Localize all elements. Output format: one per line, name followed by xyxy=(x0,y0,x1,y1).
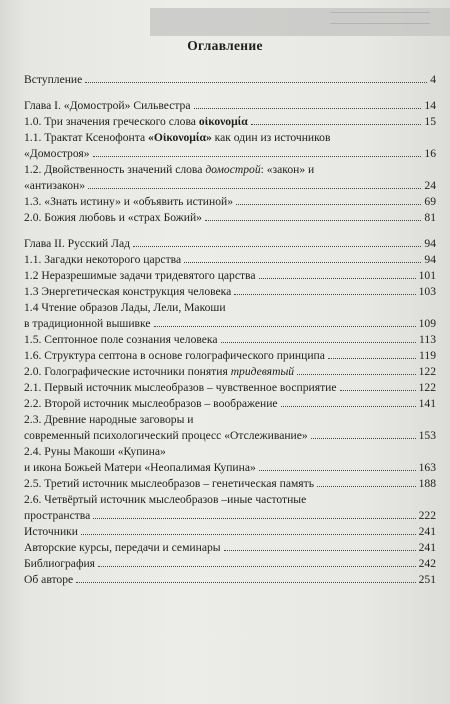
toc-entry: 1.1. Загадки некоторого царства 94 xyxy=(24,253,436,266)
toc-entry: 1.2 Неразрешимые задачи тридевятого царства 101 xyxy=(24,269,436,282)
toc-entry: Библиография 242 xyxy=(24,557,436,570)
page-title: Оглавление xyxy=(187,38,263,53)
toc-entry: 2.0. Голографические источники понятия тридевятый 122 xyxy=(24,365,436,378)
toc-entry: 2.0. Божия любовь и «страх Божий» 81 xyxy=(24,211,436,224)
toc-entry: Об авторе 251 xyxy=(24,573,436,586)
toc-entry: Глава II. Русский Лад 94 xyxy=(24,237,436,250)
toc-entry: 2.6. Четвёртый источник мыслеобразов –иные частотные пространства 222 xyxy=(24,493,436,522)
toc-entry: 2.5. Третий источник мыслеобразов – генетическая память 188 xyxy=(24,477,436,490)
bleed-through-band xyxy=(150,8,450,36)
toc-entry: 1.6. Структура септона в основе голографического принципа 119 xyxy=(24,349,436,362)
toc-entry: Источники 241 xyxy=(24,525,436,538)
toc-entry: 1.3. «Знать истину» и «объявить истиной» 69 xyxy=(24,195,436,208)
toc-entry: 1.2. Двойственность значений слова домострой: «закон» и «антизакон» 24 xyxy=(24,163,436,192)
toc-entry: Глава I. «Домострой» Сильвестра 14 xyxy=(24,99,436,112)
toc-entry: 1.0. Три значения греческого слова οἰκονομία 15 xyxy=(24,115,436,128)
toc-entry: Вступление 4 xyxy=(24,73,436,86)
toc-entry: 2.2. Второй источник мыслеобразов – воображение 141 xyxy=(24,397,436,410)
toc-entry: 1.5. Септонное поле сознания человека 113 xyxy=(24,333,436,346)
toc-entry: 1.4 Чтение образов Лады, Лели, Макоши в традиционной вышивке 109 xyxy=(24,301,436,330)
toc-entry: Авторские курсы, передачи и семинары 241 xyxy=(24,541,436,554)
toc-entry: 2.4. Руны Макоши «Купина» и икона Божьей Матери «Неопалимая Купина» 163 xyxy=(24,445,436,474)
toc-entry: 2.3. Древние народные заговоры и современный психологический процесс «Отслеживание» 153 xyxy=(24,413,436,442)
toc-entry: 1.3 Энергетическая конструкция человека 103 xyxy=(24,285,436,298)
toc-entry: 1.1. Трактат Ксенофонта «Οἰκονομία» как один из источников «Домостроя» 16 xyxy=(24,131,436,160)
toc-entry: 2.1. Первый источник мыслеобразов – чувственное восприятие 122 xyxy=(24,381,436,394)
